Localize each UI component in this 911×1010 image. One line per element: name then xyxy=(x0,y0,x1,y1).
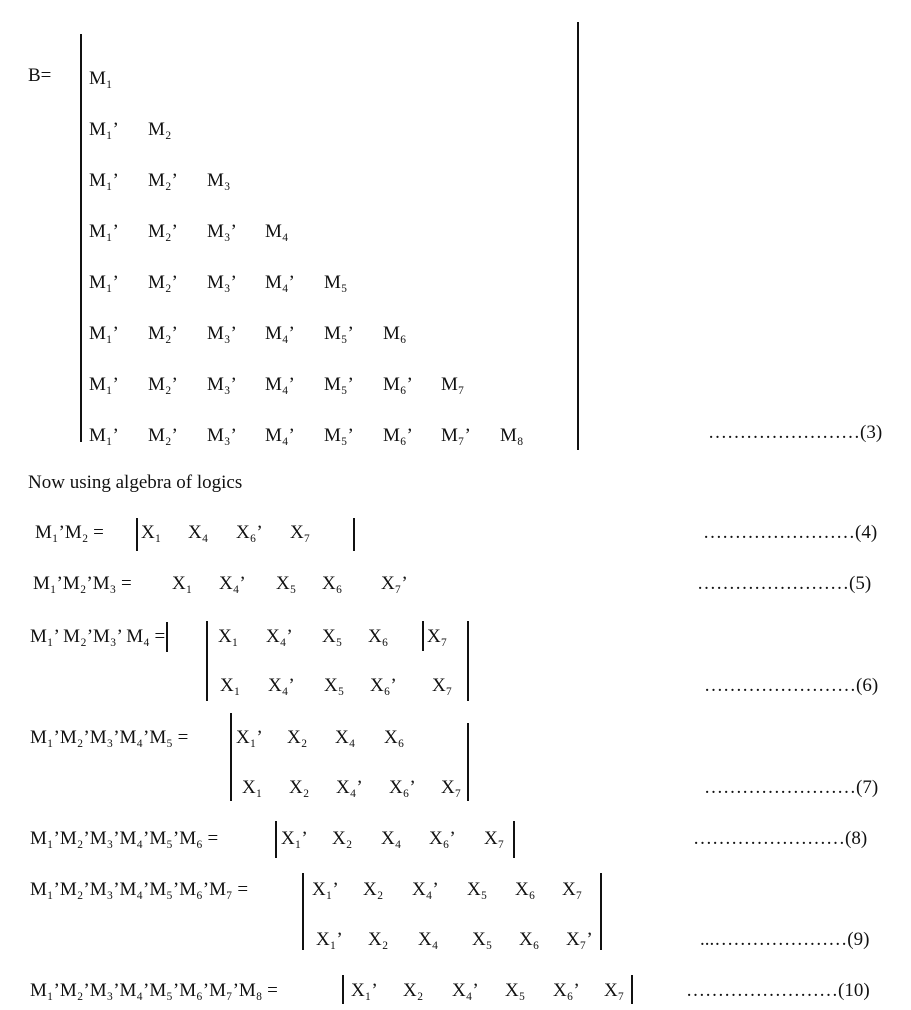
logic-term: X₅ xyxy=(505,980,526,1001)
logic-term: X₁’ xyxy=(316,929,343,950)
matrix-b-entry: M₁’ xyxy=(89,170,119,191)
logic-term: X₄ xyxy=(188,522,209,543)
logic-term: X₆’ xyxy=(370,675,397,696)
matrix-b-entry: M₁’ xyxy=(89,425,119,446)
eq8-left-bar xyxy=(275,821,277,858)
matrix-b-entry: M₅ xyxy=(324,272,348,293)
eq7-right-bar xyxy=(467,723,469,801)
logic-term: X₄’ xyxy=(219,573,246,594)
logic-term: X₆ xyxy=(515,879,536,900)
matrix-b-right-bar xyxy=(577,22,579,450)
matrix-b-entry: M₅’ xyxy=(324,374,354,395)
matrix-b-entry: M₃’ xyxy=(207,425,237,446)
eq6-left-bar xyxy=(206,621,208,701)
eq4-lhs: M₁’M₂ = xyxy=(35,522,104,543)
logic-term: X₁’ xyxy=(236,727,263,748)
logic-term: X₆ xyxy=(384,727,405,748)
matrix-b-entry: M₆’ xyxy=(383,425,413,446)
eq-number-10: ……………………(10) xyxy=(686,980,870,1001)
matrix-b-entry: M₅’ xyxy=(324,425,354,446)
matrix-b-entry: M₂’ xyxy=(148,170,178,191)
eq7-lhs: M₁’M₂’M₃’M₄’M₅ = xyxy=(30,727,189,748)
logic-term: X₄’ xyxy=(412,879,439,900)
matrix-b-entry: M₂’ xyxy=(148,425,178,446)
eq10-left-bar xyxy=(342,975,344,1004)
logic-term: X₁’ xyxy=(312,879,339,900)
logic-term: X₇ xyxy=(290,522,311,543)
eq10-right-bar xyxy=(631,975,633,1004)
matrix-b-entry: M₇ xyxy=(441,374,465,395)
matrix-b-entry: M₄ xyxy=(265,221,289,242)
logic-term: X₁ xyxy=(218,626,239,647)
matrix-b-entry: M₂’ xyxy=(148,374,178,395)
eq-number-3: ……………………(3) xyxy=(708,422,883,443)
matrix-b-entry: M₃ xyxy=(207,170,231,191)
eq5-lhs: M₁’M₂’M₃ = xyxy=(33,573,132,594)
logic-term: X₇’ xyxy=(566,929,593,950)
matrix-b-entry: M₆’ xyxy=(383,374,413,395)
matrix-b-entry: M₄’ xyxy=(265,323,295,344)
logic-term: X₅ xyxy=(324,675,345,696)
matrix-b-entry: M₁’ xyxy=(89,323,119,344)
logic-term: X₇ xyxy=(441,777,462,798)
logic-term: X₆ xyxy=(519,929,540,950)
logic-term: X₆ xyxy=(322,573,343,594)
logic-term: X₇ xyxy=(604,980,625,1001)
matrix-b-left-bar xyxy=(80,34,82,442)
eq-number-9: ...…………………(9) xyxy=(700,929,870,950)
eq6-stray-bar xyxy=(166,622,168,652)
logic-term: X₁ xyxy=(220,675,241,696)
matrix-b-entry: M₅’ xyxy=(324,323,354,344)
logic-term: X₄’ xyxy=(336,777,363,798)
logic-term: X₄’ xyxy=(266,626,293,647)
matrix-b-entry: M₄’ xyxy=(265,425,295,446)
logic-term: X₄’ xyxy=(268,675,295,696)
matrix-b-label: B= xyxy=(28,65,52,86)
matrix-b-entry: M₃’ xyxy=(207,221,237,242)
logic-term: X₇’ xyxy=(381,573,408,594)
logic-term: X₂ xyxy=(287,727,308,748)
matrix-b-entry: M₁’ xyxy=(89,272,119,293)
logic-term: X₇ xyxy=(562,879,583,900)
logic-term: X₆’ xyxy=(389,777,416,798)
eq-number-5: ……………………(5) xyxy=(697,573,872,594)
eq10-lhs: M₁’M₂’M₃’M₄’M₅’M₆’M₇’M₈ = xyxy=(30,980,278,1001)
logic-term: X₅ xyxy=(276,573,297,594)
eq7-left-bar xyxy=(230,713,232,801)
eq4-left-bar xyxy=(136,518,138,551)
logic-term: X₁’ xyxy=(351,980,378,1001)
logic-term: X₂ xyxy=(289,777,310,798)
logic-term: X₂ xyxy=(332,828,353,849)
matrix-b-entry: M₂’ xyxy=(148,272,178,293)
matrix-b-entry: M₃’ xyxy=(207,323,237,344)
logic-term: X₆ xyxy=(368,626,389,647)
logic-term: X₂ xyxy=(403,980,424,1001)
matrix-b-entry: M₄’ xyxy=(265,374,295,395)
logic-term: X₇ xyxy=(484,828,505,849)
eq8-right-bar xyxy=(513,821,515,858)
logic-term: X₁ xyxy=(242,777,263,798)
logic-term: X₄’ xyxy=(452,980,479,1001)
logic-term: X₁ xyxy=(172,573,193,594)
logic-term: X₅ xyxy=(322,626,343,647)
eq-number-7: ……………………(7) xyxy=(704,777,879,798)
logic-term: X₁’ xyxy=(281,828,308,849)
matrix-b-entry: M₃’ xyxy=(207,374,237,395)
eq8-lhs: M₁’M₂’M₃’M₄’M₅’M₆ = xyxy=(30,828,219,849)
matrix-b-entry: M₆ xyxy=(383,323,407,344)
intro-text: Now using algebra of logics xyxy=(28,472,243,493)
logic-term: X₂ xyxy=(368,929,389,950)
matrix-b-entry: M₃’ xyxy=(207,272,237,293)
matrix-b-entry: M₁’ xyxy=(89,221,119,242)
eq-number-6: ……………………(6) xyxy=(704,675,879,696)
logic-term: X₄ xyxy=(335,727,356,748)
eq6-inner-bar xyxy=(422,621,424,651)
logic-term: X₆’ xyxy=(553,980,580,1001)
eq9-left-bar xyxy=(302,873,304,950)
eq6-lhs: M₁’ M₂’M₃’ M₄ = xyxy=(30,626,166,647)
matrix-b-entry: M₁ xyxy=(89,68,113,89)
matrix-b-entry: M₁’ xyxy=(89,374,119,395)
matrix-b-entry: M₂’ xyxy=(148,221,178,242)
logic-term: X₅ xyxy=(472,929,493,950)
logic-term: X₁ xyxy=(141,522,162,543)
matrix-b-entry: M₂ xyxy=(148,119,172,140)
logic-term: X₇ xyxy=(432,675,453,696)
eq-number-8: ……………………(8) xyxy=(693,828,868,849)
logic-term: X₅ xyxy=(467,879,488,900)
matrix-b-entry: M₂’ xyxy=(148,323,178,344)
eq-number-4: ……………………(4) xyxy=(703,522,878,543)
matrix-b-entry: M₁’ xyxy=(89,119,119,140)
logic-term: X₆’ xyxy=(236,522,263,543)
eq9-lhs: M₁’M₂’M₃’M₄’M₅’M₆’M₇ = xyxy=(30,879,249,900)
matrix-b-entry: M₈ xyxy=(500,425,524,446)
logic-term: X₄ xyxy=(418,929,439,950)
logic-term: X₇ xyxy=(427,626,448,647)
logic-term: X₂ xyxy=(363,879,384,900)
eq6-right-bar xyxy=(467,621,469,701)
matrix-b-entry: M₄’ xyxy=(265,272,295,293)
eq4-right-bar xyxy=(353,518,355,551)
logic-term: X₆’ xyxy=(429,828,456,849)
logic-term: X₄ xyxy=(381,828,402,849)
matrix-b-entry: M₇’ xyxy=(441,425,471,446)
eq9-right-bar xyxy=(600,873,602,950)
